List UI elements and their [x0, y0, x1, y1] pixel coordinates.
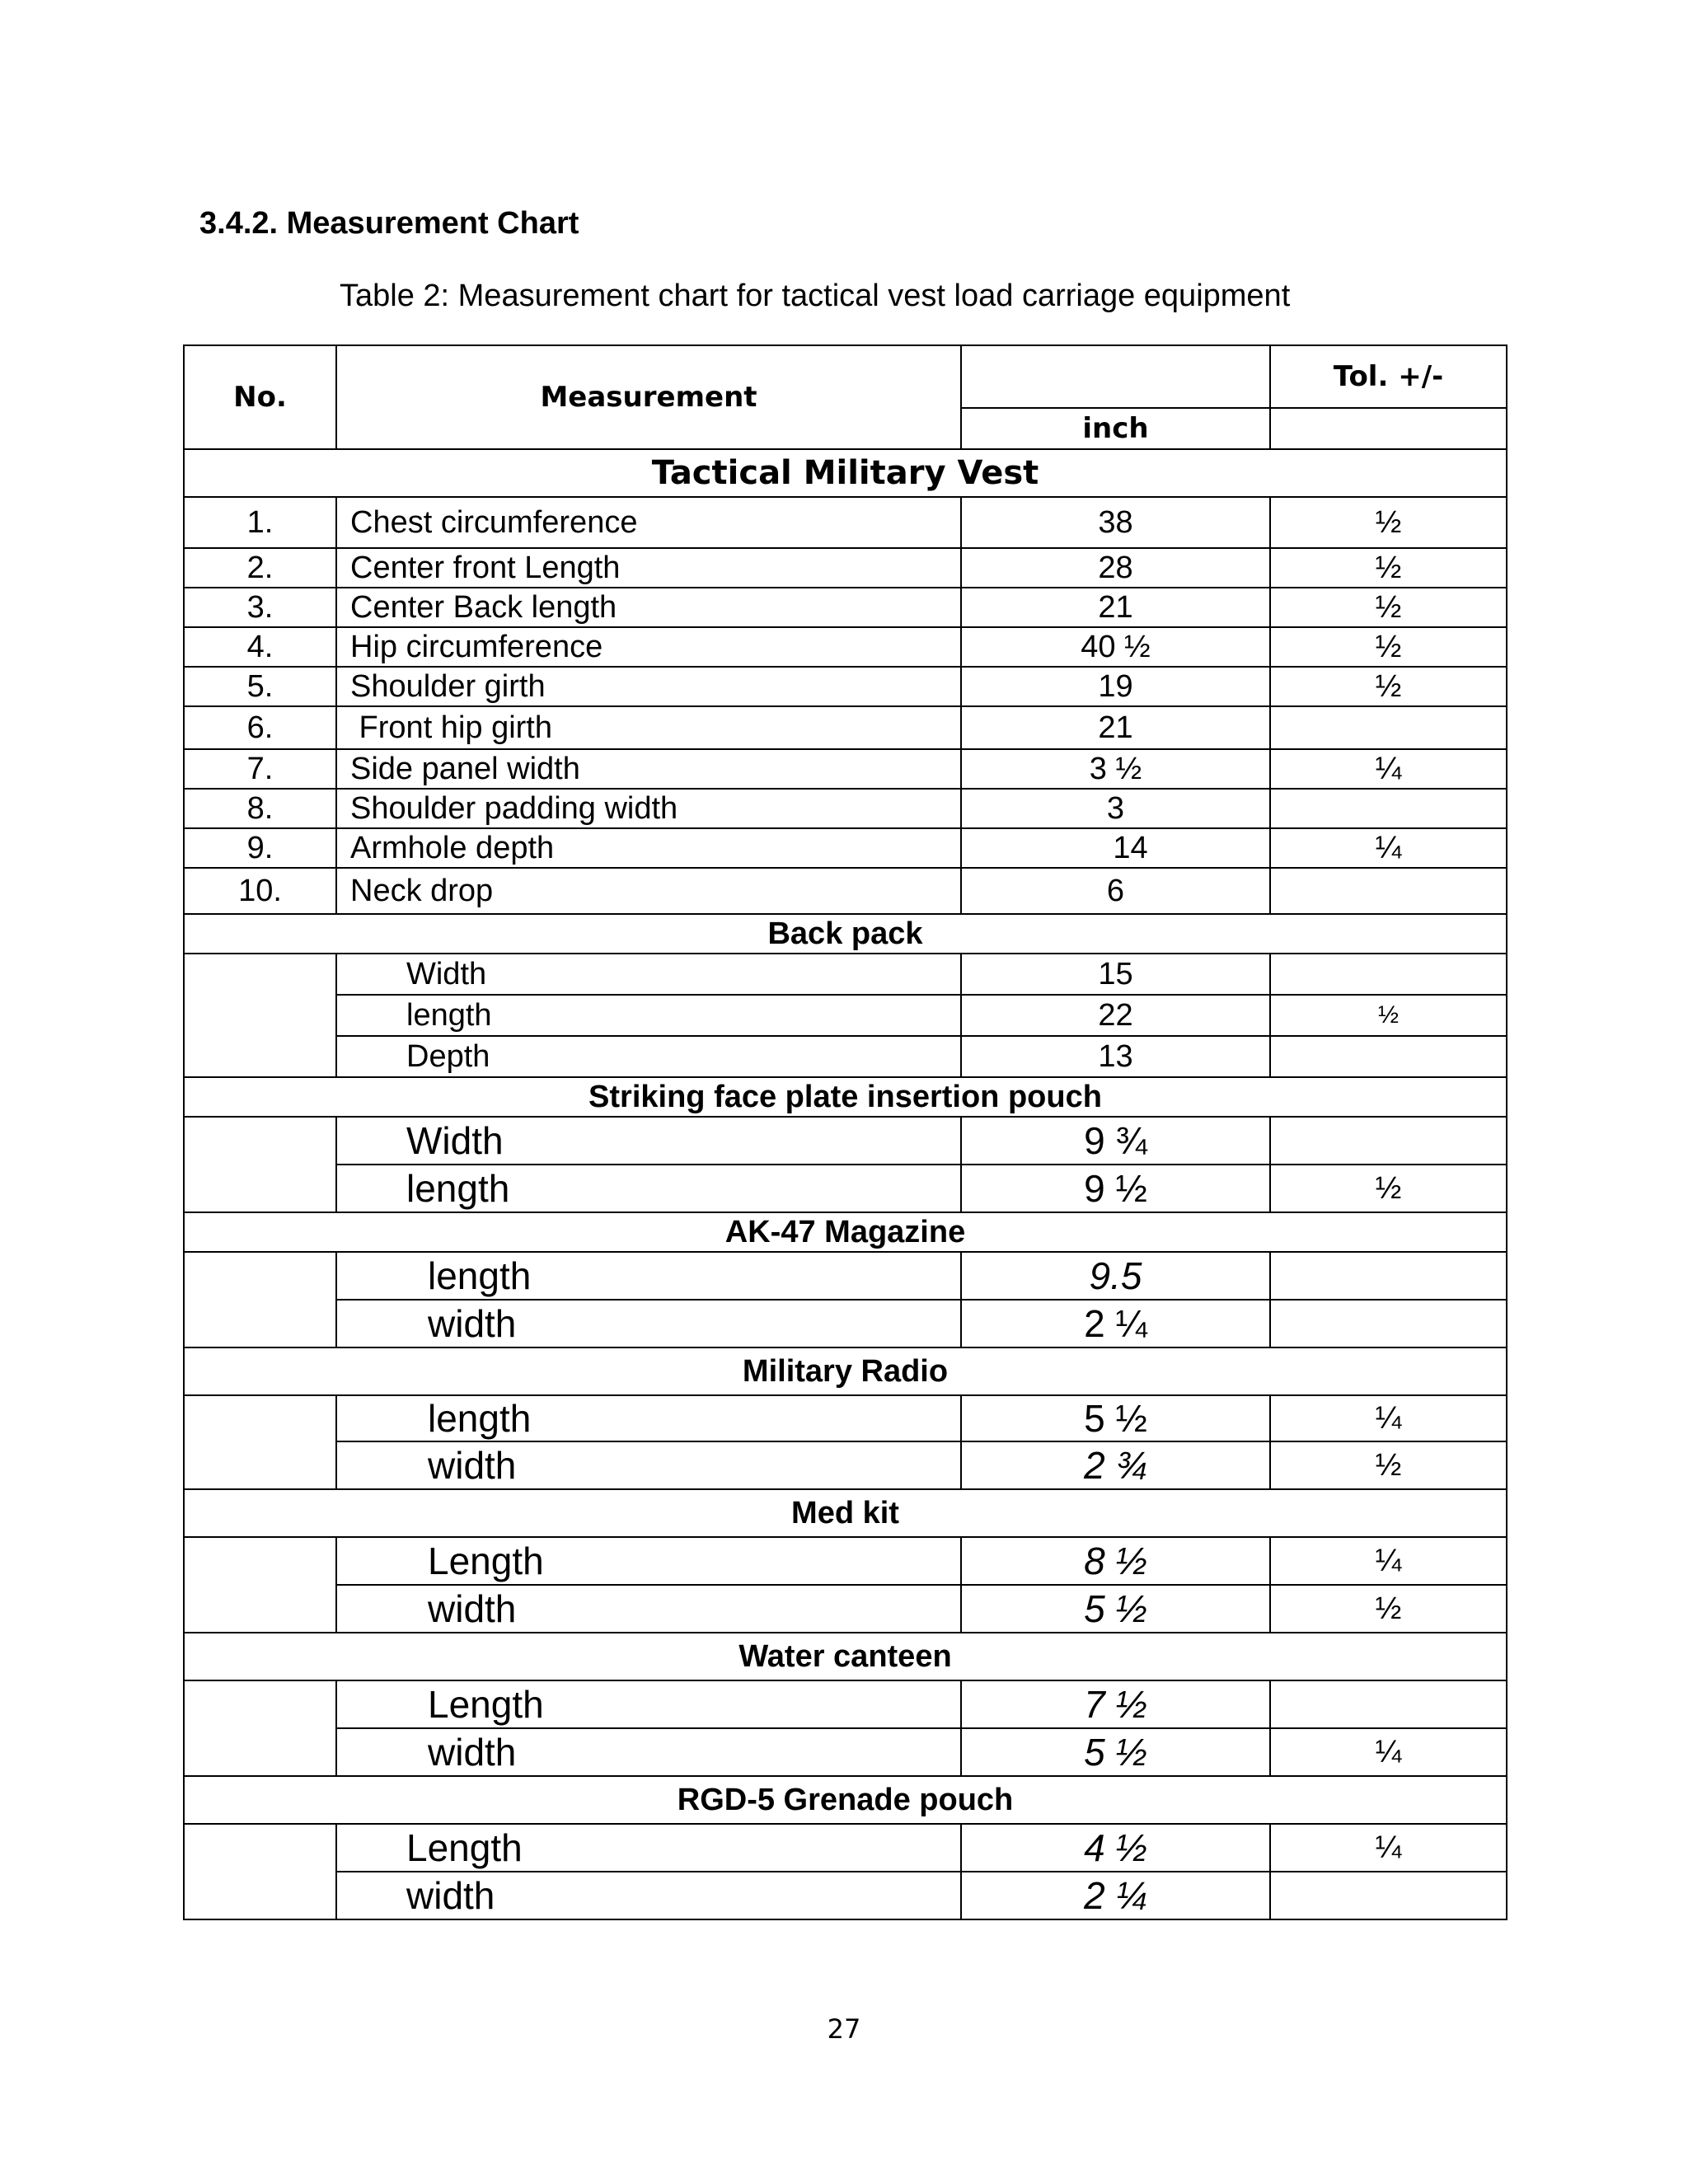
table-row — [184, 1680, 1507, 1728]
row-tolerance — [1270, 868, 1507, 914]
row-tolerance: ½ — [1270, 1585, 1507, 1633]
row-no: 3. — [184, 588, 336, 627]
section-title: RGD-5 Grenade pouch — [184, 1776, 1507, 1824]
table-row — [184, 995, 1507, 1036]
row-measurement: length — [336, 1395, 961, 1441]
table-row — [184, 1824, 1507, 1872]
table-row — [184, 1728, 1507, 1776]
row-measurement: Neck drop — [336, 868, 961, 914]
row-no: 5. — [184, 667, 336, 706]
header-tolerance: Tol. +/- — [1270, 345, 1507, 408]
row-measurement: Length — [336, 1680, 961, 1728]
row-no-empty — [184, 1395, 336, 1489]
row-value: 3 — [961, 789, 1270, 828]
row-no: 6. — [184, 706, 336, 749]
table-row — [184, 954, 1507, 995]
table-row — [184, 1585, 1507, 1633]
row-measurement: Front hip girth — [336, 706, 961, 749]
row-measurement: Width — [336, 954, 961, 995]
row-tolerance — [1270, 789, 1507, 828]
table-row — [184, 627, 1507, 667]
table-row — [184, 706, 1507, 749]
header-value — [961, 345, 1270, 408]
row-measurement: Chest circumference — [336, 497, 961, 548]
row-tolerance: ½ — [1270, 1165, 1507, 1212]
table-row — [184, 1872, 1507, 1919]
row-tolerance: ½ — [1270, 995, 1507, 1036]
row-value: 40 ½ — [961, 627, 1270, 667]
header-no — [184, 345, 336, 449]
row-tolerance — [1270, 954, 1507, 995]
row-no-empty — [184, 1680, 336, 1776]
row-no: 7. — [184, 749, 336, 789]
row-value: 22 — [961, 995, 1270, 1036]
header-unit: inch — [961, 408, 1270, 449]
section-title: Back pack — [184, 914, 1507, 954]
row-tolerance — [1270, 1300, 1507, 1347]
row-value: 38 — [961, 497, 1270, 548]
table-row — [184, 1441, 1507, 1489]
table-row — [184, 1165, 1507, 1212]
row-measurement: Shoulder girth — [336, 667, 961, 706]
row-value: 2 ¼ — [961, 1300, 1270, 1347]
section-title: Military Radio — [184, 1347, 1507, 1395]
row-measurement: Length — [336, 1824, 961, 1872]
row-tolerance: ½ — [1270, 497, 1507, 548]
table-row — [184, 868, 1507, 914]
row-tolerance — [1270, 1252, 1507, 1300]
row-measurement: width — [336, 1585, 961, 1633]
row-measurement: width — [336, 1300, 961, 1347]
row-tolerance: ¼ — [1270, 749, 1507, 789]
row-tolerance: ½ — [1270, 588, 1507, 627]
row-no-empty — [184, 1252, 336, 1347]
row-tolerance — [1270, 1680, 1507, 1728]
row-no-empty — [184, 954, 336, 1077]
section-title: AK-47 Magazine — [184, 1212, 1507, 1252]
row-measurement: Side panel width — [336, 749, 961, 789]
header-measurement: Measurement — [336, 345, 961, 449]
section-title: Striking face plate insertion pouch — [184, 1077, 1507, 1117]
row-tolerance: ½ — [1270, 548, 1507, 588]
row-no-empty — [184, 1824, 336, 1919]
row-value: 14 — [961, 828, 1270, 868]
row-measurement: Armhole depth — [336, 828, 961, 868]
row-measurement: Center Back length — [336, 588, 961, 627]
row-value: 15 — [961, 954, 1270, 995]
table-row — [184, 828, 1507, 868]
row-value: 9 ½ — [961, 1165, 1270, 1212]
row-value: 9 ¾ — [961, 1117, 1270, 1165]
row-tolerance — [1270, 706, 1507, 749]
row-value: 13 — [961, 1036, 1270, 1077]
row-tolerance: ½ — [1270, 667, 1507, 706]
row-value: 5 ½ — [961, 1395, 1270, 1441]
row-value: 28 — [961, 548, 1270, 588]
row-value: 5 ½ — [961, 1585, 1270, 1633]
row-measurement: Length — [336, 1537, 961, 1585]
row-value: 4 ½ — [961, 1824, 1270, 1872]
row-measurement: width — [336, 1872, 961, 1919]
row-tolerance: ¼ — [1270, 1824, 1507, 1872]
row-measurement: Width — [336, 1117, 961, 1165]
section-title: Water canteen — [184, 1633, 1507, 1680]
row-value: 8 ½ — [961, 1537, 1270, 1585]
row-value: 5 ½ — [961, 1728, 1270, 1776]
table-row — [184, 588, 1507, 627]
section-heading: 3.4.2. Measurement Chart — [199, 206, 579, 241]
row-tolerance: ¼ — [1270, 1395, 1507, 1441]
row-measurement: Depth — [336, 1036, 961, 1077]
row-value: 7 ½ — [961, 1680, 1270, 1728]
row-no: 8. — [184, 789, 336, 828]
table-row — [184, 497, 1507, 548]
table-row — [184, 789, 1507, 828]
measurement-table — [183, 344, 1507, 1920]
table-row — [184, 1395, 1507, 1441]
row-no: 9. — [184, 828, 336, 868]
row-value: 2 ¼ — [961, 1872, 1270, 1919]
table-row — [184, 1036, 1507, 1077]
row-no: 2. — [184, 548, 336, 588]
row-tolerance — [1270, 1872, 1507, 1919]
row-measurement: width — [336, 1441, 961, 1489]
row-value: 6 — [961, 868, 1270, 914]
row-tolerance: ½ — [1270, 627, 1507, 667]
row-measurement: Center front Length — [336, 548, 961, 588]
row-measurement: length — [336, 1165, 961, 1212]
row-measurement: length — [336, 1252, 961, 1300]
row-no: 4. — [184, 627, 336, 667]
row-no: 10. — [184, 868, 336, 914]
row-no: 1. — [184, 497, 336, 548]
table-row — [184, 749, 1507, 789]
row-value: 21 — [961, 588, 1270, 627]
row-tolerance: ½ — [1270, 1441, 1507, 1489]
row-tolerance: ¼ — [1270, 828, 1507, 868]
table-caption: Table 2: Measurement chart for tactical vest load carriage equipment — [340, 279, 1291, 313]
row-tolerance: ¼ — [1270, 1537, 1507, 1585]
table-row — [184, 548, 1507, 588]
row-measurement: length — [336, 995, 961, 1036]
table-row — [184, 1300, 1507, 1347]
row-value: 9.5 — [961, 1252, 1270, 1300]
header-empty-cell — [1270, 408, 1507, 449]
row-no-empty — [184, 1537, 336, 1633]
table-row — [184, 1537, 1507, 1585]
row-no-empty — [184, 1117, 336, 1212]
row-value: 21 — [961, 706, 1270, 749]
table-row — [184, 1252, 1507, 1300]
page-number: 27 — [827, 2013, 861, 2045]
row-measurement: Shoulder padding width — [336, 789, 961, 828]
section-title: Med kit — [184, 1489, 1507, 1537]
row-measurement: width — [336, 1728, 961, 1776]
row-tolerance: ¼ — [1270, 1728, 1507, 1776]
row-tolerance — [1270, 1117, 1507, 1165]
row-value: 2 ¾ — [961, 1441, 1270, 1489]
row-tolerance — [1270, 1036, 1507, 1077]
table-row — [184, 1117, 1507, 1165]
table-row — [184, 667, 1507, 706]
header-no-label: No. — [233, 381, 287, 414]
row-value: 3 ½ — [961, 749, 1270, 789]
row-measurement: Hip circumference — [336, 627, 961, 667]
row-value: 19 — [961, 667, 1270, 706]
section-title: Tactical Military Vest — [184, 449, 1507, 497]
